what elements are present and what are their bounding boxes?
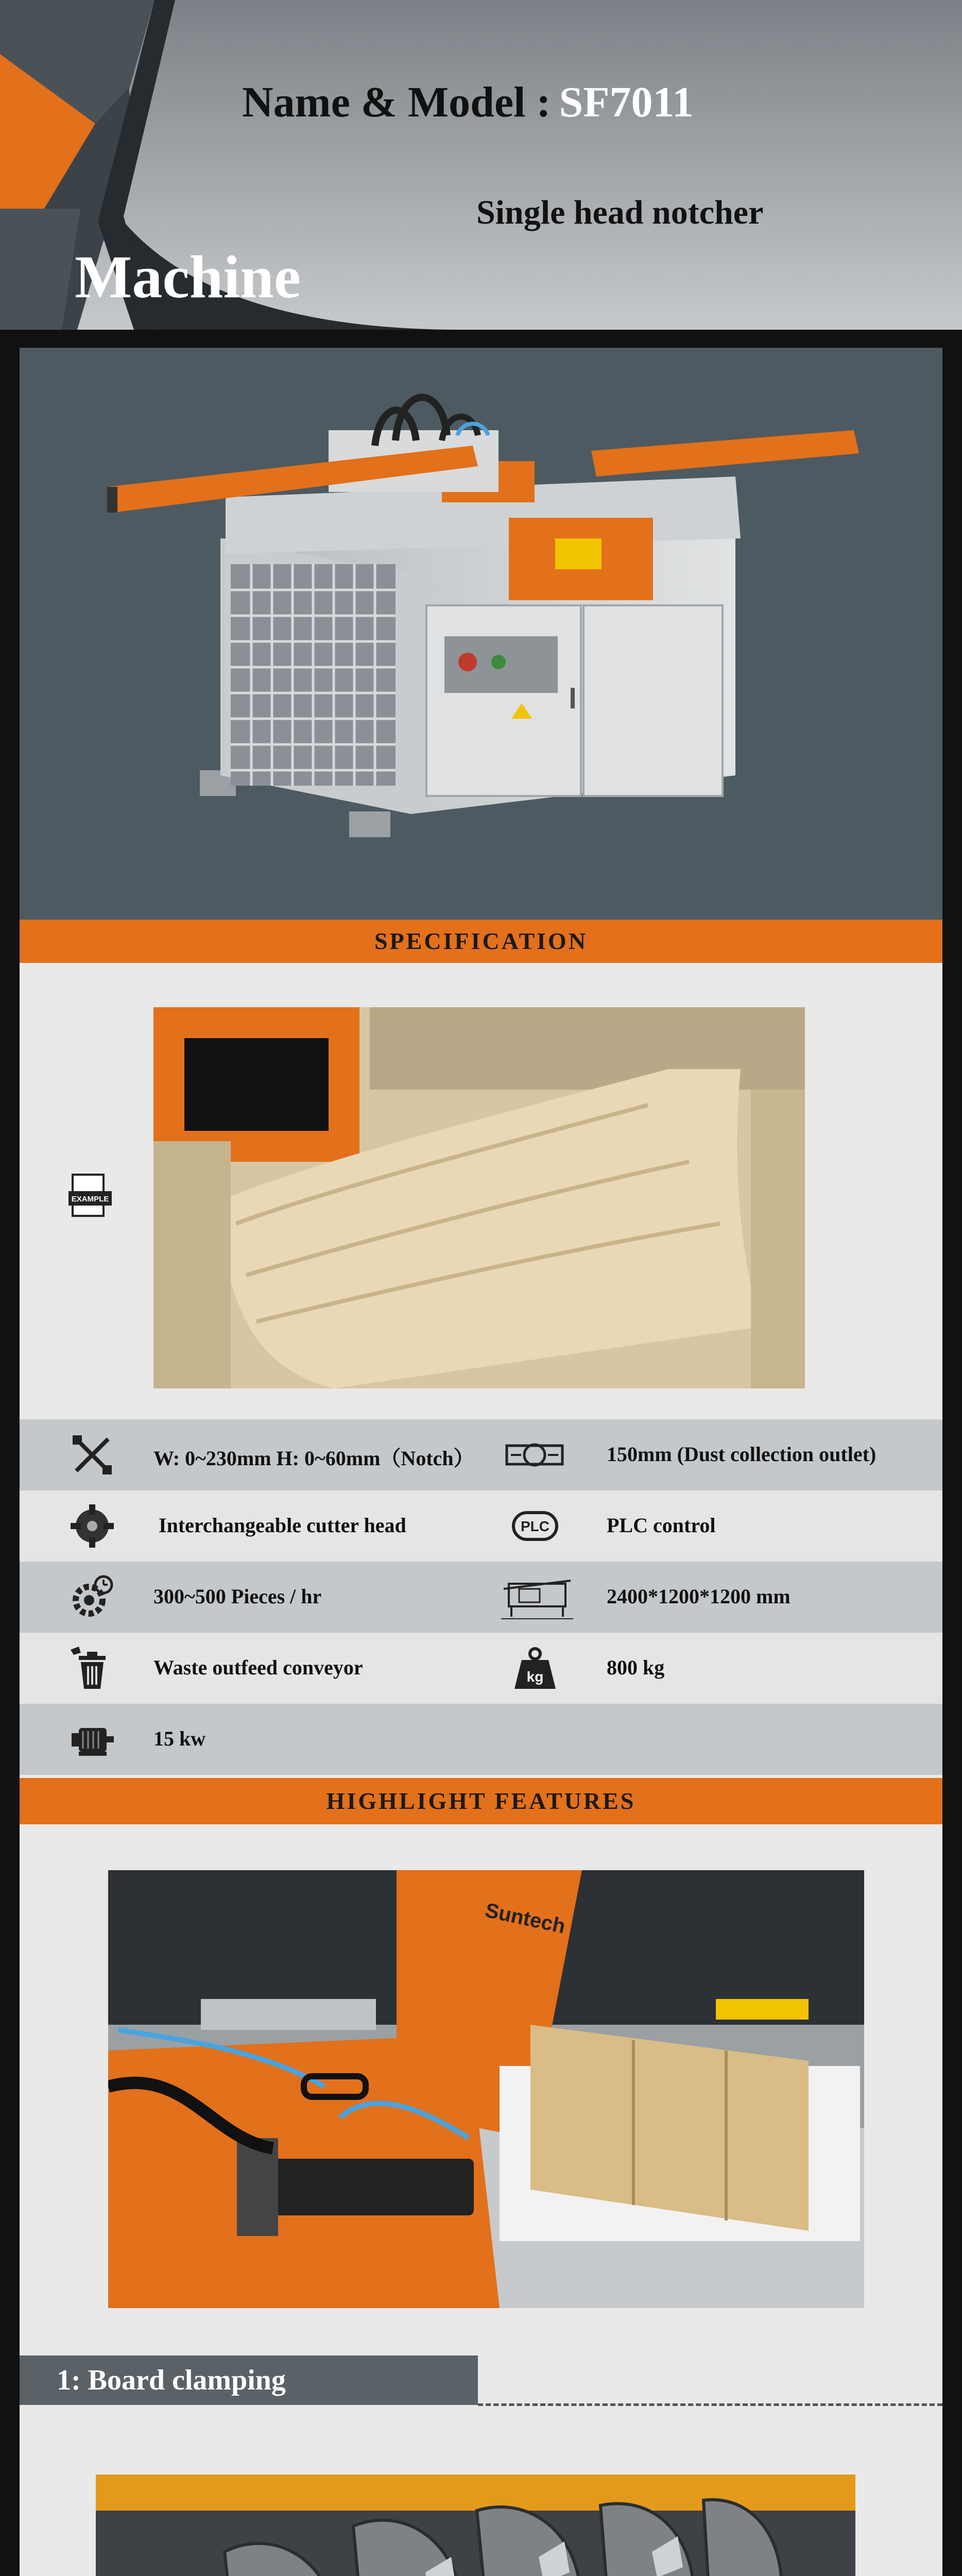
hero-machine-photo	[20, 348, 942, 920]
specification-heading: SPECIFICATION	[374, 928, 588, 954]
plc-badge: PLC	[521, 1518, 549, 1534]
content-frame	[20, 348, 942, 2576]
specification-bar	[20, 920, 942, 963]
highlight-bar	[20, 1778, 942, 1824]
spec-row-4	[20, 1633, 942, 1704]
gear-speed-icon	[68, 1573, 116, 1621]
trash-conveyor-icon	[68, 1645, 116, 1692]
notcher-machine-illustration	[20, 348, 942, 920]
spec-waste-conveyor: Waste outfeed conveyor	[153, 1656, 363, 1679]
plc-icon	[511, 1502, 559, 1550]
spec-cutter-head: Interchangeable cutter head	[159, 1514, 406, 1537]
feature-1-caption-text: 1: Board clamping	[57, 2364, 286, 2396]
spec-plc-control: PLC control	[607, 1514, 716, 1537]
spec-dust-outlet: 150mm (Dust collection outlet)	[607, 1443, 877, 1466]
spec-capacity: 300~500 Pieces / hr	[153, 1585, 322, 1608]
product-subtitle: Single head notcher	[476, 194, 764, 231]
spec-power: 15 kw	[153, 1727, 206, 1750]
machine-size-icon	[499, 1573, 576, 1621]
example-label: EXAMPLE	[71, 1195, 109, 1204]
spec-row-1	[20, 1419, 942, 1490]
model-label: Name & Model :	[242, 78, 551, 126]
motor-icon	[68, 1716, 116, 1763]
weight-badge: kg	[526, 1669, 544, 1685]
notch-example-photo	[153, 1007, 805, 1388]
spec-row-5	[20, 1704, 942, 1775]
feature-1-caption	[20, 2355, 478, 2405]
model-value: SF7011	[559, 78, 694, 126]
dust-outlet-icon	[504, 1431, 565, 1479]
header-banner	[0, 0, 962, 330]
machine-heading: Machine	[75, 243, 301, 311]
suntech-stamp: Suntech	[483, 1899, 568, 1938]
example-icon	[68, 1171, 120, 1222]
spec-row-3	[20, 1562, 942, 1633]
weight-icon	[511, 1645, 559, 1692]
board-clamping-photo	[108, 1870, 864, 2308]
detachable-blade-photo	[96, 2475, 855, 2576]
caption-1-divider	[478, 2403, 942, 2406]
model-title	[242, 77, 694, 127]
cutter-head-icon	[68, 1502, 116, 1550]
cross-tools-icon	[68, 1431, 116, 1479]
spec-weight: 800 kg	[607, 1656, 665, 1679]
spec-notch-size: W: 0~230mm H: 0~60mm（Notch）	[153, 1447, 474, 1470]
spec-row-2	[20, 1490, 942, 1562]
spec-dimensions: 2400*1200*1200 mm	[607, 1585, 791, 1608]
highlight-heading: HIGHLIGHT FEATURES	[326, 1788, 636, 1814]
